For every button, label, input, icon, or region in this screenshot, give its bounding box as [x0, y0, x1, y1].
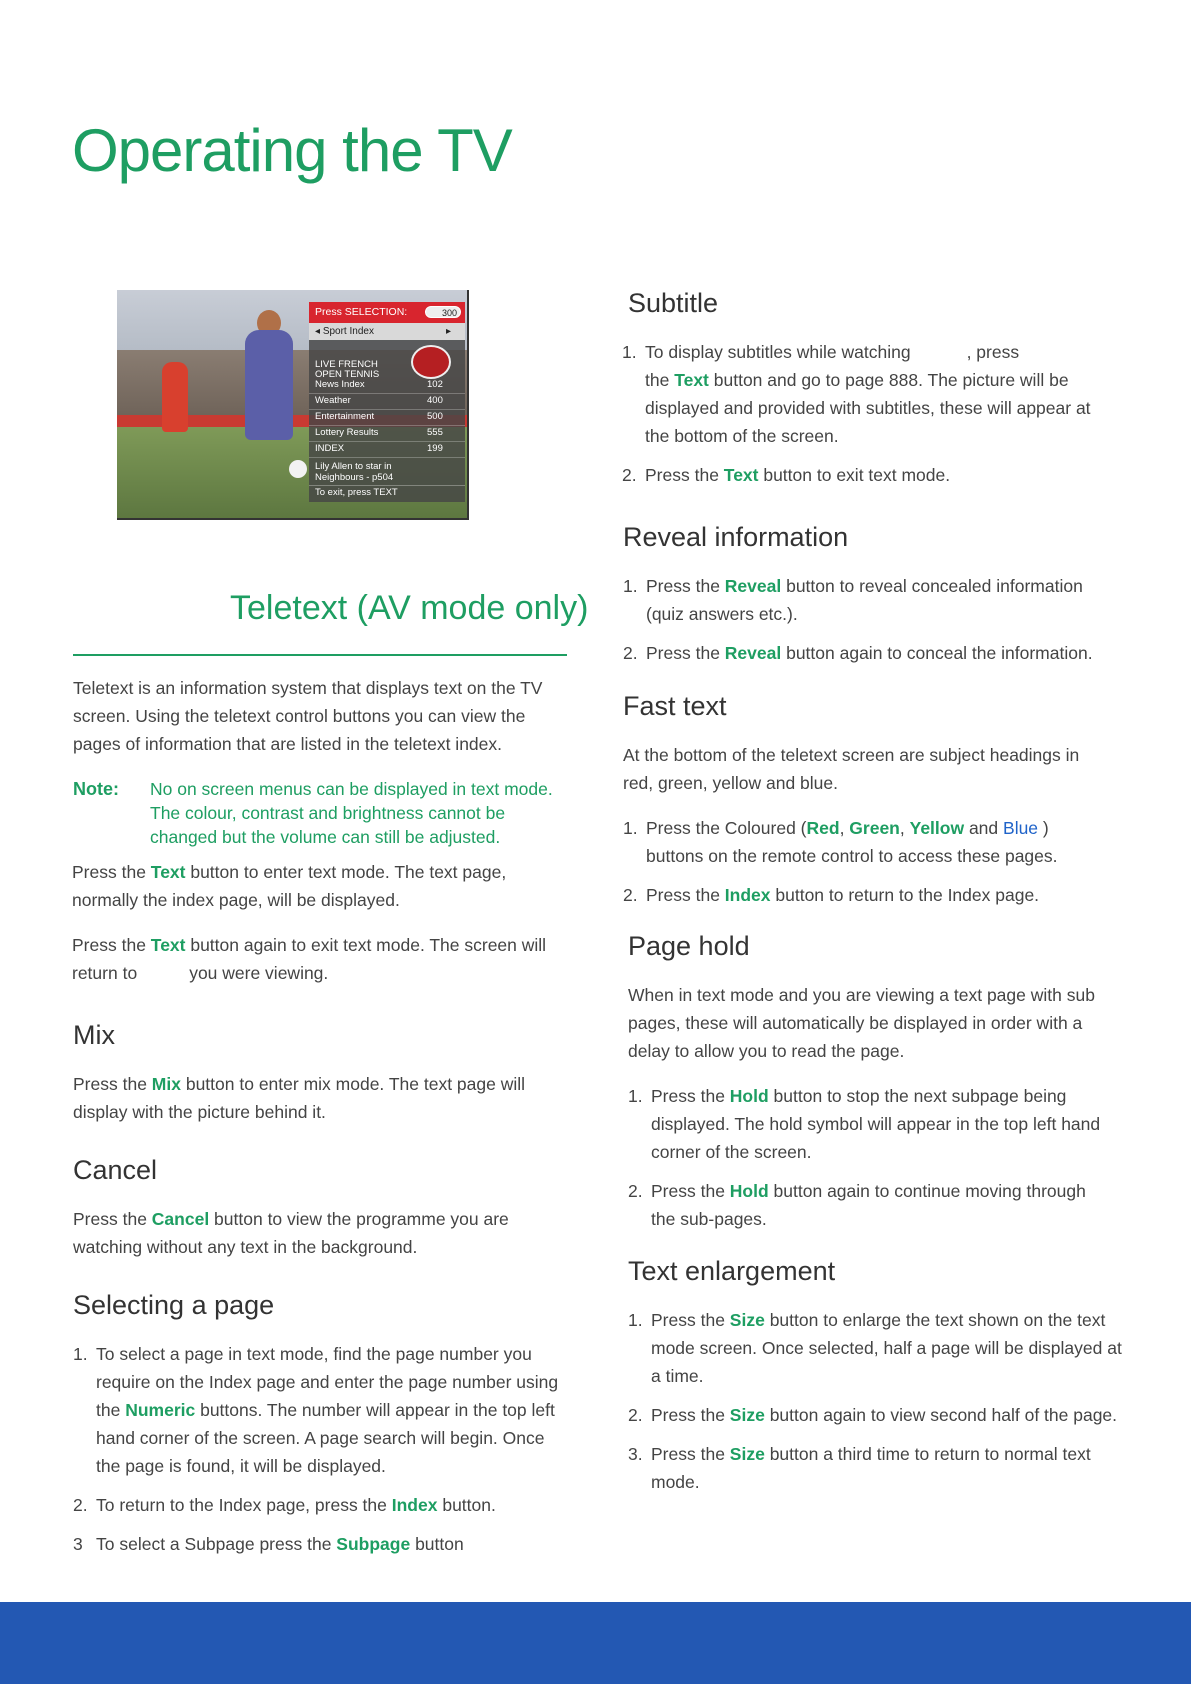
- note-label: Note:: [73, 779, 119, 799]
- list-item: 2. Press the Hold button again to continue moving through the sub-pages.: [628, 1181, 1086, 1229]
- list-item: 2. Press the Size button again to view second half of the page.: [628, 1405, 1118, 1425]
- teletext-header-label: Press SELECTION:: [315, 306, 408, 318]
- right-arrow-icon: ▸: [445, 326, 451, 337]
- list-item: 3. Press the Size button a third time to return to normal text mode.: [628, 1444, 1091, 1492]
- pagehold-steps: [628, 1082, 1113, 1244]
- teletext-news-item: Lily Allen to star in Neighbours - p504: [309, 458, 465, 486]
- cancel-paragraph: Press the Cancel button to view the programme you are watching without any text in the background.: [73, 1209, 509, 1257]
- player-figure: [245, 330, 293, 440]
- enlarge-steps: [628, 1306, 1128, 1507]
- cancel-heading: Cancel: [73, 1155, 158, 1185]
- teletext-row: Entertainment 500: [309, 410, 465, 426]
- teletext-header: [309, 302, 465, 323]
- list-item: 1. Press the Size button to enlarge the text shown on the text mode screen. Once selected, half a page will be displayed at a time.: [628, 1310, 1122, 1386]
- list-item: 3 To select a Subpage press the Subpage button: [73, 1534, 464, 1554]
- teletext-row: News Index 102: [309, 378, 465, 394]
- teletext-page-number: 300: [425, 306, 461, 318]
- list-item: 1. To select a page in text mode, find the page number you require on the Index page and enter the page number using the Numeric buttons. The number will appear in the top left hand corner of the screen. A page search will begin. Once the page is found, it will be displayed.: [73, 1344, 559, 1476]
- football: [289, 460, 307, 478]
- sport-line: OPEN TENNIS: [315, 369, 380, 380]
- fasttext-steps: [623, 814, 1108, 920]
- subtitle-heading: Subtitle: [628, 288, 719, 318]
- left-arrow-icon: ◂: [315, 326, 321, 337]
- page-title: Operating the TV: [72, 117, 512, 184]
- player-figure: [162, 362, 188, 432]
- list-item: 1. Press the Hold button to stop the next subpage being displayed. The hold symbol will appear in the top left hand corner of the screen.: [628, 1086, 1101, 1162]
- subtitle-steps: [622, 338, 1102, 500]
- note-text: No on screen menus can be displayed in text mode. The colour, contrast and brightness cannot be changed but the volume can still be adjusted.: [150, 779, 553, 847]
- teletext-overlay: [309, 302, 465, 502]
- list-item: 2. Press the Index button to return to the Index page.: [623, 885, 1040, 905]
- mix-key: Mix: [151, 1074, 181, 1094]
- teletext-row: Lottery Results 555: [309, 426, 465, 442]
- pagehold-heading: Page hold: [628, 931, 750, 961]
- teletext-intro: Teletext is an information system that displays text on the TV screen. Using the teletext control buttons you can view the pages of information that are listed in the teletext index.: [73, 678, 543, 754]
- section-divider: [73, 654, 567, 656]
- selecting-steps: [73, 1340, 573, 1569]
- text-key: Text: [150, 935, 186, 955]
- list-item: 2. To return to the Index page, press the Index button.: [73, 1495, 496, 1515]
- list-item: 1. To display subtitles while watching , press the Text button and go to page 888. The picture will be displayed and provided with subtitles, these will appear at the bottom of the screen.: [622, 342, 1091, 446]
- teletext-sport-headline: [309, 340, 465, 378]
- selecting-heading: Selecting a page: [73, 1290, 275, 1320]
- teletext-exit-hint: To exit, press TEXT: [315, 487, 398, 498]
- teletext-nav-label: Sport Index: [322, 326, 374, 337]
- text-exit-paragraph: Press the Text button again to exit text mode. The screen will return to you were viewing.: [72, 935, 547, 983]
- fasttext-heading: Fast text: [623, 691, 727, 721]
- enlarge-heading: Text enlargement: [628, 1256, 836, 1286]
- teletext-heading: Teletext (AV mode only): [230, 589, 589, 627]
- reveal-steps: [623, 572, 1108, 678]
- teletext-nav: [309, 323, 465, 340]
- list-item: 2. Press the Reveal button again to conceal the information.: [623, 643, 1093, 663]
- teletext-row: Weather 400: [309, 394, 465, 410]
- sport-line: LIVE FRENCH: [315, 359, 378, 370]
- teletext-row: INDEX 199: [309, 442, 465, 458]
- channel-logo-icon: [411, 345, 451, 379]
- fasttext-intro: At the bottom of the teletext screen are subject headings in red, green, yellow and blue.: [623, 745, 1080, 793]
- list-item: 1. Press the Reveal button to reveal concealed information (quiz answers etc.).: [623, 576, 1083, 624]
- text-key: Text: [150, 862, 186, 882]
- pagehold-intro: When in text mode and you are viewing a text page with sub pages, these will automatically be displayed in order with a delay to allow you to read the page.: [628, 985, 1095, 1061]
- mix-heading: Mix: [73, 1020, 115, 1050]
- reveal-heading: Reveal information: [623, 522, 849, 552]
- list-item: 1. Press the Coloured (Red, Green, Yellow and Blue ) buttons on the remote control to access these pages.: [623, 818, 1058, 866]
- text-enter-paragraph: Press the Text button to enter text mode. The text page, normally the index page, will be displayed.: [72, 862, 507, 910]
- list-item: 2. Press the Text button to exit text mode.: [622, 465, 951, 485]
- teletext-screenshot: [117, 290, 469, 520]
- cancel-key: Cancel: [151, 1209, 210, 1229]
- footer-bar: [0, 1602, 1191, 1684]
- mix-paragraph: Press the Mix button to enter mix mode. The text page will display with the picture behind it.: [73, 1074, 526, 1122]
